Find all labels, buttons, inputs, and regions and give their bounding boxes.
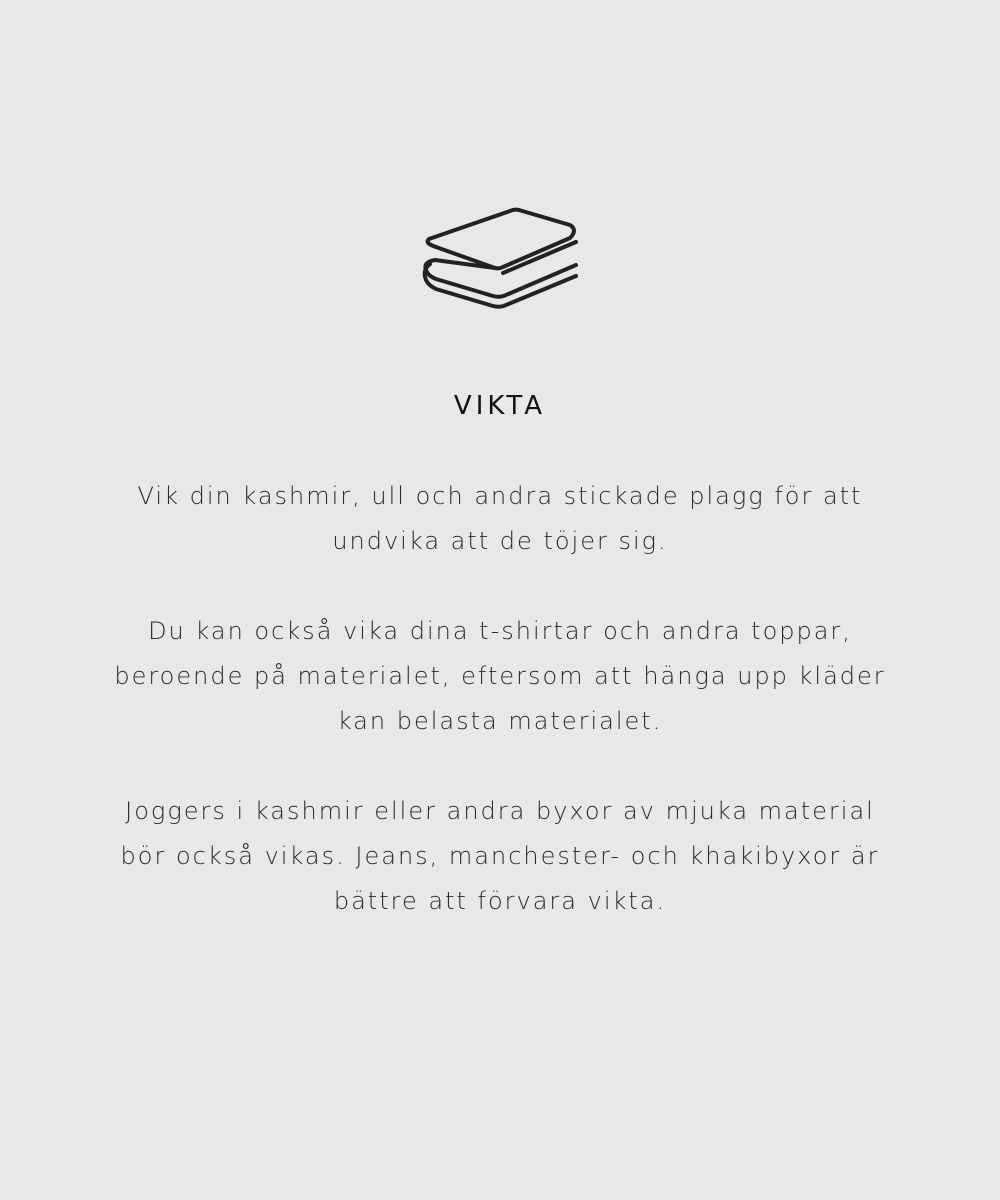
section-heading: VIKTA xyxy=(453,391,547,421)
paragraph-line: kan belasta materialet. xyxy=(337,707,663,735)
paragraph-folding-tops xyxy=(90,609,910,744)
care-instructions xyxy=(90,474,910,969)
icon-container xyxy=(0,200,1000,310)
paragraph-line: bättre att förvara vikta. xyxy=(333,887,667,915)
paragraph-line: Vik din kashmir, ull och andra stickade plagg för att xyxy=(137,482,863,510)
folded-clothes-icon xyxy=(420,200,580,310)
paragraph-line: beroende på materialet, eftersom att hänga upp kläder xyxy=(114,662,886,690)
paragraph-folding-trousers xyxy=(90,789,910,924)
paragraph-line: Du kan också vika dina t-shirtar och andra toppar, xyxy=(148,617,852,645)
paragraph-line: bör också vikas. Jeans, manchester- och khakibyxor är xyxy=(120,842,880,870)
paragraph-folding-knits xyxy=(90,474,910,564)
paragraph-line: Joggers i kashmir eller andra byxor av mjuka material xyxy=(125,797,875,825)
paragraph-line: undvika att de töjer sig. xyxy=(332,527,668,555)
